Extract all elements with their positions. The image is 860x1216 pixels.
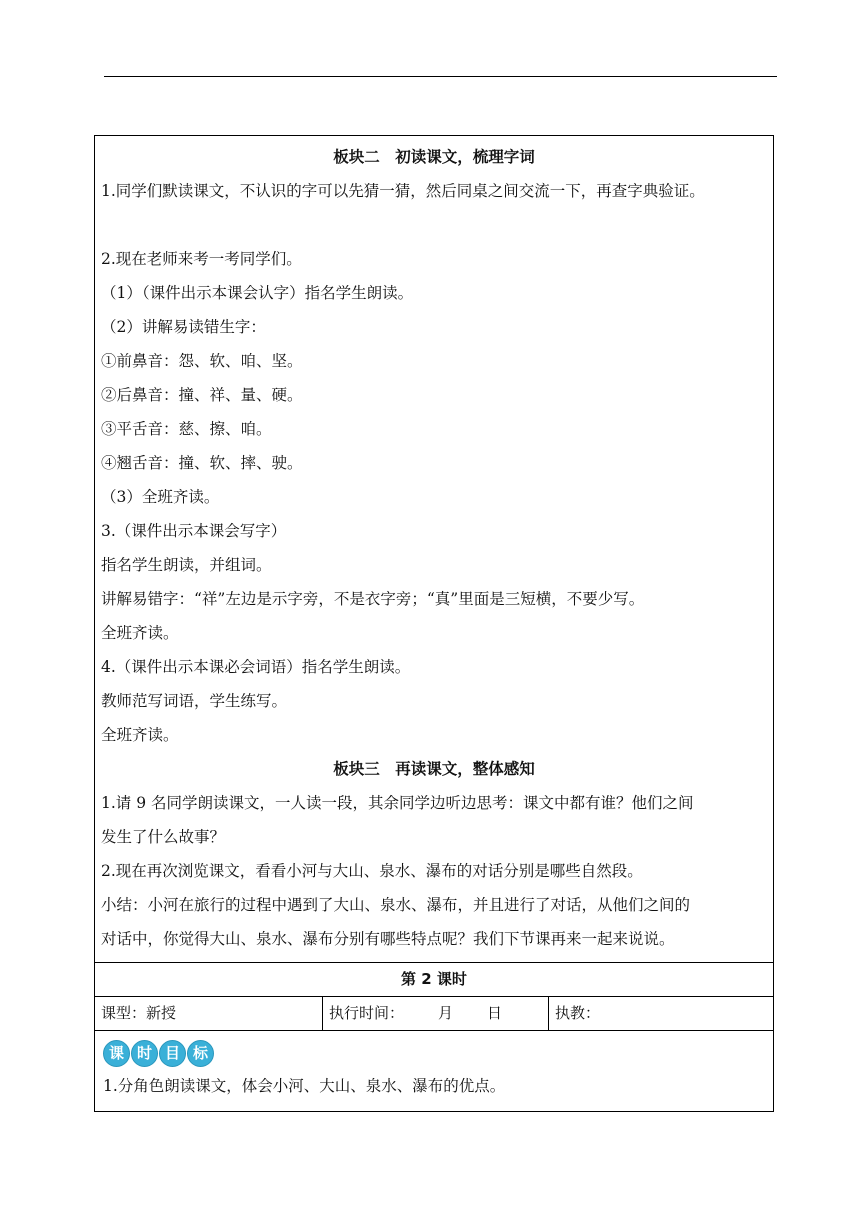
- execution-time-cell: [323, 997, 549, 1030]
- badge-char: 课: [103, 1040, 130, 1067]
- section2-line: ③平舌音：慈、擦、咱。: [101, 420, 272, 438]
- section3-line: 对话中，你觉得大山、泉水、瀑布分别有哪些特点呢？我们下节课再来一起来说说。: [101, 930, 675, 948]
- blank-line: [101, 208, 767, 242]
- section2-line: 3.（课件出示本课会写字）: [101, 522, 287, 540]
- section2-line: （3）全班齐读。: [101, 488, 220, 506]
- badge-char: 标: [187, 1040, 214, 1067]
- section2-line: ④翘舌音：撞、软、摔、驶。: [101, 454, 303, 472]
- section2-line: 4.（课件出示本课必会词语）指名学生朗读。: [101, 658, 411, 676]
- section2-line: ①前鼻音：怨、软、咱、坚。: [101, 352, 303, 370]
- section3-line: 2.现在再次浏览课文，看看小河与大山、泉水、瀑布的对话分别是哪些自然段。: [101, 862, 643, 880]
- section3-heading: 板块三 再读课文，整体感知: [333, 760, 535, 778]
- section2-line: 指名学生朗读，并组词。: [101, 556, 272, 574]
- section2-line: ②后鼻音：撞、祥、量、硬。: [101, 386, 303, 404]
- section2-heading: 板块二 初读课文，梳理字词: [333, 148, 535, 166]
- goal-item: 1.分角色朗读课文，体会小河、大山、泉水、瀑布的优点。: [103, 1077, 506, 1095]
- month-label: 月: [438, 1004, 454, 1022]
- lesson-info-row: [95, 997, 773, 1031]
- section3-line: 发生了什么故事？: [101, 828, 226, 846]
- section2-line: 2.现在老师来考一考同学们。: [101, 250, 302, 268]
- lesson-plan-table: [94, 135, 774, 1112]
- execution-time-label: 执行时间：: [329, 1004, 405, 1022]
- content-cell: [95, 136, 773, 963]
- section2-line: （1）（课件出示本课会认字）指名学生朗读。: [101, 284, 414, 302]
- lesson-goals-badge: [103, 1040, 765, 1067]
- section2-line: 教师范写词语，学生练写。: [101, 692, 288, 710]
- section2-line: （2）讲解易读错生字：: [101, 318, 266, 336]
- section3-line: 1.请 9 名同学朗读课文，一人读一段，其余同学边听边思考：课文中都有谁？他们之间: [101, 794, 694, 812]
- badge-char: 时: [131, 1040, 158, 1067]
- lesson-type: 课型：新授: [95, 997, 323, 1030]
- section2-line: 全班齐读。: [101, 624, 179, 642]
- section2-line: 全班齐读。: [101, 726, 179, 744]
- header-rule: [104, 76, 777, 77]
- section2-line: 讲解易错字：“祥”左边是示字旁，不是衣字旁；“真”里面是三短横，不要少写。: [101, 590, 645, 608]
- teacher-label: 执教：: [555, 1004, 601, 1022]
- goals-cell: [95, 1031, 773, 1111]
- badge-char: 目: [159, 1040, 186, 1067]
- lesson-title: 第 2 课时: [95, 963, 773, 997]
- day-label: 日: [487, 1004, 503, 1022]
- section2-line: 1.同学们默读课文，不认识的字可以先猜一猜，然后同桌之间交流一下，再查字典验证。: [101, 182, 705, 200]
- section3-line: 小结：小河在旅行的过程中遇到了大山、泉水、瀑布，并且进行了对话，从他们之间的: [101, 896, 691, 914]
